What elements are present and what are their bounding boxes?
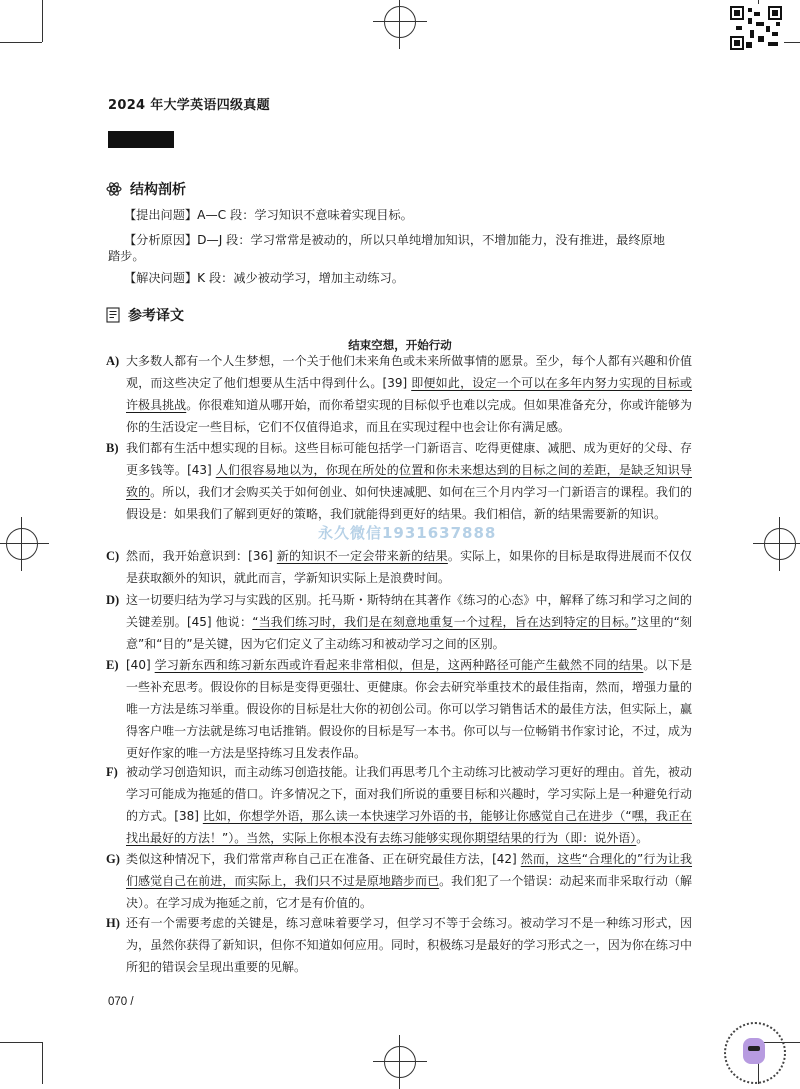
paragraph-segment: 被动学习创造知识，而主动练习创造技能。让我们再思考几个主动练习比被动学习更好的理由。首先，被动学习可能成为拖延的借口。许多情况之下，面对我们所说的重要目标和兴趣时，学习实际上是一种避免行动的方式。[38]: [126, 765, 692, 823]
paragraph-segment: 类似这种情况下，我们常常声称自己正在准备、正在研究最佳方法，[42]: [126, 852, 521, 866]
underlined-answer-text: “当我们练习时，我们是在刻意地重复一个过程，旨在达到特定的目标。”: [252, 615, 637, 629]
paragraph-e: [106, 654, 692, 764]
crop-mark: [42, 1042, 43, 1084]
underlined-answer-text: 新的知识不一定会带来新的结果: [276, 549, 448, 563]
structure-line: 【解决问题】K 段：减少被动学习，增加主动练习。: [124, 271, 404, 285]
underlined-answer-text: 人们很容易地以为，你现在所处的位置和你未来想达到的目标之间的差距，是缺乏知识导致的: [126, 463, 692, 499]
underlined-answer-text: 即便如此，设定一个可以在多年内努力实现的目标或许极具挑战: [126, 376, 692, 412]
paragraph-text: [106, 437, 692, 525]
translation-title-text: 参考译文: [128, 308, 184, 324]
paragraph-d: [106, 589, 692, 655]
registration-mark-bottom: [384, 1046, 416, 1078]
paragraph-letter: F): [106, 765, 118, 779]
paragraph-a: [106, 350, 692, 438]
logo-badge-icon: [724, 1022, 786, 1084]
paragraph-segment: 这里的“刻意”和“目的”是关键，因为它们定义了主动练习和被动学习之间的区别。: [126, 615, 692, 651]
registration-mark-top: [384, 6, 416, 38]
paragraph-segment: 。实际上，如果你的目标是取得进展而不仅仅是获取额外的知识，就此而言，学新知识实际上是浪费时间。: [126, 549, 692, 585]
registration-mark-right: [764, 528, 796, 560]
paragraph-letter: B): [106, 441, 119, 455]
registration-mark-left: [6, 528, 38, 560]
paragraph-letter: A): [106, 354, 120, 368]
paragraph-segment: 。我们犯了一个错误：动起来而非采取行动（解决）。在学习成为拖延之前，它才是有价值的。: [126, 874, 692, 910]
paragraph-text: [106, 912, 692, 978]
crop-mark: [0, 42, 42, 43]
paragraph-segment: 我们都有生活中想实现的目标。这些目标可能包括学一门新语言、吃得更健康、减肥、成为更好的父母、存更多钱等。[43]: [126, 441, 692, 477]
paragraph-text: [106, 848, 692, 914]
paragraph-segment: 然而，我开始意识到：[36]: [126, 549, 277, 563]
paragraph-text: [106, 761, 692, 849]
paragraph-letter: H): [106, 916, 120, 930]
paragraph-segment: 。: [636, 831, 649, 845]
atom-icon: [106, 181, 122, 197]
structure-title-text: 结构剖析: [130, 182, 186, 198]
crop-mark: [0, 1042, 42, 1043]
paragraph-text: [106, 350, 692, 438]
structure-line: 踏步。: [108, 249, 145, 263]
paragraph-segment: 。所以，我们才会购买关于如何创业、如何快速减肥、如何在三个月内学习一门新语言的课程。我们的假设是：如果我们了解到更好的策略，我们就能得到更好的结果。我们相信，新的结果需要新的知识。: [126, 485, 692, 521]
document-icon: [106, 307, 120, 323]
paragraph-c: [106, 545, 692, 589]
paragraph-f: [106, 761, 692, 849]
crop-mark: [42, 0, 43, 42]
paragraph-segment: 。以下是一些补充思考。假设你的目标是变得更强壮、更健康。你会去研究举重技术的最佳指南，然而，增强力量的唯一方法是练习举重。假设你的目标是壮大你的初创公司。你可以学习销售话术的最佳方法，但实际上，赢得客户唯一方法就是练习电话推销。假设你的目标是写一本书。你可以与一位畅销书作家讨论，不过，成为更好作家的唯一方法是坚持练习且发表作品。: [126, 658, 692, 760]
underlined-answer-text: 比如，你想学外语，那么读一本快速学习外语的书，能够让你感觉自己在进步（“嘿，我正在找出最好的方法！”）。当然，实际上你根本没有去练习能够实现你期望结果的行为（即：说外语）: [126, 809, 692, 845]
paragraph-segment: 大多数人都有一个人生梦想，一个关于他们未来角色或未来所做事情的愿景。至少，每个人都有兴趣和价值观，而这些决定了他们想要从生活中得到什么。[39]: [126, 354, 692, 390]
paragraph-letter: E): [106, 658, 119, 672]
redacted-bar: [108, 131, 174, 148]
watermark-text: 永久微信1931637888: [318, 524, 497, 542]
translation-heading: 结束空想，开始行动: [348, 338, 452, 352]
underlined-answer-text: 学习新东西和练习新东西或许看起来非常相似，但是，这两种路径可能产生截然不同的结果: [154, 658, 644, 672]
paragraph-g: [106, 848, 692, 914]
paragraph-b: [106, 437, 692, 525]
underlined-answer-text: 然而，这些“合理化的”行为让我们感觉自己在前进，而实际上，我们只不过是原地踏步而已: [126, 852, 693, 888]
translation-section-title: [106, 305, 184, 325]
paragraph-letter: G): [106, 852, 120, 866]
paragraph-text: [106, 654, 692, 764]
paragraph-segment: 。你很难知道从哪开始，而你希望实现的目标似乎也难以完成。但如果准备充分，你或许能够为你的生活设定一些目标，它们不仅值得追求，而且在实现过程中也会让你有满足感。: [126, 398, 692, 434]
page-header-title: 2024 年大学英语四级真题: [108, 98, 270, 113]
paragraph-segment: [40]: [126, 658, 155, 672]
paragraph-letter: D): [106, 593, 120, 607]
paragraph-text: [106, 545, 692, 589]
structure-line: 【提出问题】A—C 段：学习知识不意味着实现目标。: [124, 208, 413, 222]
paragraph-segment: 这一切要归结为学习与实践的区别。托马斯・斯特纳在其著作《练习的心态》中，解释了练习和学习之间的关键差别。[45] 他说：: [126, 593, 692, 629]
paragraph-h: [106, 912, 692, 978]
structure-line: 【分析原因】D—J 段：学习常常是被动的，所以只单纯增加知识，不增加能力，没有推进，最终原地: [124, 233, 665, 247]
qr-code-icon: [728, 4, 784, 52]
structure-section-title: [106, 179, 186, 199]
paragraph-segment: 还有一个需要考虑的关键是，练习意味着要学习，但学习不等于会练习。被动学习不是一种练习形式，因为，虽然你获得了新知识，但你不知道如何应用。同时，积极练习是最好的学习形式之一，因为你在练习中所犯的错误会呈现出重要的见解。: [126, 916, 692, 974]
page-number: 070 /: [108, 996, 134, 1008]
paragraph-letter: C): [106, 549, 120, 563]
paragraph-text: [106, 589, 692, 655]
